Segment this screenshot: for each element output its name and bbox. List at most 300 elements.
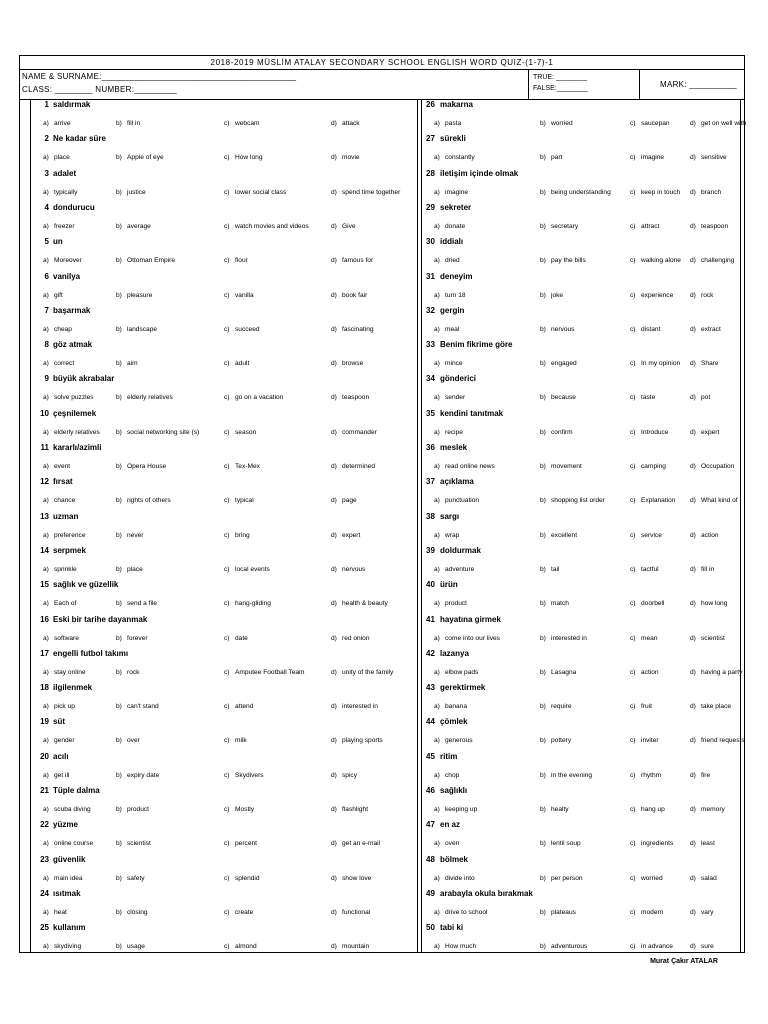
answer-option[interactable] xyxy=(540,909,576,916)
option-text: take place xyxy=(701,703,732,711)
option-text: pasta xyxy=(445,120,462,127)
question-word: makarna xyxy=(440,100,473,109)
option-letter: a) xyxy=(434,120,440,127)
answer-option[interactable] xyxy=(331,292,367,299)
answer-option[interactable] xyxy=(690,875,717,882)
option-letter: b) xyxy=(116,428,122,436)
answer-option[interactable] xyxy=(43,703,75,710)
answer-option[interactable] xyxy=(331,840,380,847)
answer-option[interactable] xyxy=(540,189,611,196)
answer-option[interactable] xyxy=(630,772,661,779)
answer-option[interactable] xyxy=(116,120,140,127)
answer-option[interactable] xyxy=(630,326,660,333)
answer-option[interactable] xyxy=(43,635,79,642)
answer-option[interactable] xyxy=(540,635,587,642)
answer-option[interactable] xyxy=(540,120,573,127)
question-item xyxy=(31,888,417,922)
answer-option[interactable] xyxy=(331,943,369,950)
answer-option[interactable] xyxy=(690,360,719,367)
answer-option[interactable] xyxy=(224,566,270,573)
answer-option[interactable] xyxy=(116,360,138,367)
option-text: Ottoman Empire xyxy=(127,257,176,265)
answer-option[interactable] xyxy=(690,120,746,127)
answer-option[interactable] xyxy=(224,909,253,916)
answer-option[interactable] xyxy=(331,909,370,916)
question-item xyxy=(31,236,417,270)
option-letter: c) xyxy=(630,325,636,333)
option-letter: b) xyxy=(116,188,122,196)
option-text: cheap xyxy=(54,325,72,333)
answer-option[interactable] xyxy=(43,875,83,882)
answer-option[interactable] xyxy=(43,463,70,470)
answer-option[interactable] xyxy=(116,189,146,196)
answer-option[interactable] xyxy=(540,257,586,264)
answer-option[interactable] xyxy=(224,257,248,264)
option-text: mean xyxy=(641,634,658,642)
option-text: watch movies and videos xyxy=(235,222,309,230)
answer-option[interactable] xyxy=(434,394,465,401)
question-item xyxy=(422,373,740,407)
answer-option[interactable] xyxy=(434,292,466,299)
answer-option[interactable] xyxy=(630,154,664,161)
option-letter: d) xyxy=(331,497,337,505)
answer-option[interactable] xyxy=(116,154,164,161)
answer-option[interactable] xyxy=(540,326,574,333)
answer-option[interactable] xyxy=(630,806,665,813)
question-item xyxy=(31,271,417,305)
answer-option[interactable] xyxy=(43,909,67,916)
answer-option[interactable] xyxy=(116,463,166,470)
question-item xyxy=(422,579,740,613)
answer-option[interactable] xyxy=(116,429,199,436)
answer-option[interactable] xyxy=(540,292,563,299)
answer-option[interactable] xyxy=(331,223,356,230)
answer-option[interactable] xyxy=(690,532,719,539)
answer-option[interactable] xyxy=(224,463,260,470)
answer-option[interactable] xyxy=(116,703,159,710)
answer-option[interactable] xyxy=(434,463,495,470)
answer-option[interactable] xyxy=(434,635,500,642)
answer-option[interactable] xyxy=(434,429,463,436)
option-letter: d) xyxy=(331,737,337,745)
option-letter: a) xyxy=(434,360,440,368)
answer-option[interactable] xyxy=(540,772,592,779)
question-word: Ne kadar süre xyxy=(53,134,106,144)
question-item xyxy=(31,408,417,442)
option-text: go on a vacation xyxy=(235,394,284,402)
answer-option[interactable] xyxy=(690,566,714,573)
answer-option[interactable] xyxy=(630,120,670,127)
option-text: product xyxy=(127,806,149,813)
answer-option[interactable] xyxy=(630,875,663,882)
answer-option[interactable] xyxy=(434,257,460,264)
answer-option[interactable] xyxy=(540,463,582,470)
answer-option[interactable] xyxy=(690,463,734,470)
answer-option[interactable] xyxy=(331,394,369,401)
question-heading xyxy=(426,512,459,521)
answer-option[interactable] xyxy=(540,497,605,504)
option-letter: a) xyxy=(434,291,440,299)
option-text: punctuation xyxy=(445,497,480,505)
answer-option[interactable] xyxy=(331,463,375,470)
question-word: sekreter xyxy=(440,202,472,212)
option-text: product xyxy=(445,600,467,608)
answer-option[interactable] xyxy=(690,189,721,196)
option-letter: a) xyxy=(434,531,440,539)
answer-option[interactable] xyxy=(43,943,81,950)
answer-option[interactable] xyxy=(224,429,256,436)
answer-option[interactable] xyxy=(224,360,249,367)
answer-option[interactable] xyxy=(116,772,159,779)
option-letter: b) xyxy=(116,908,122,916)
answer-option[interactable] xyxy=(690,669,742,676)
answer-option[interactable] xyxy=(690,737,745,744)
answer-option[interactable] xyxy=(224,669,305,676)
answer-option[interactable] xyxy=(630,840,673,847)
answer-option[interactable] xyxy=(331,326,374,333)
option-text: closing xyxy=(127,908,148,916)
answer-option[interactable] xyxy=(630,429,669,436)
answer-option[interactable] xyxy=(224,292,254,299)
option-letter: c) xyxy=(630,120,636,127)
answer-option[interactable] xyxy=(690,909,713,916)
question-item xyxy=(422,202,740,236)
answer-option[interactable] xyxy=(331,566,365,573)
answer-option[interactable] xyxy=(630,223,659,230)
class-number-field: CLASS: ________ NUMBER:_________ xyxy=(22,85,178,94)
answer-option[interactable] xyxy=(540,154,562,161)
answer-option[interactable] xyxy=(43,120,71,127)
question-heading xyxy=(35,820,78,829)
answer-option[interactable] xyxy=(540,394,576,401)
answer-option[interactable] xyxy=(43,360,74,367)
answer-option[interactable] xyxy=(434,703,467,710)
answer-option[interactable] xyxy=(43,326,72,333)
answer-option[interactable] xyxy=(224,120,260,127)
answer-option[interactable] xyxy=(690,154,727,161)
question-heading xyxy=(426,580,458,589)
answer-option[interactable] xyxy=(690,292,713,299)
answer-option[interactable] xyxy=(116,257,175,264)
answer-option[interactable] xyxy=(116,532,144,539)
answer-option[interactable] xyxy=(690,635,725,642)
option-letter: b) xyxy=(540,360,546,368)
answer-option[interactable] xyxy=(224,223,309,230)
option-text: branch xyxy=(701,188,722,196)
answer-option[interactable] xyxy=(224,737,247,744)
answer-option[interactable] xyxy=(690,772,710,779)
answer-option[interactable] xyxy=(43,840,93,847)
answer-option[interactable] xyxy=(116,635,148,642)
answer-option[interactable] xyxy=(434,326,459,333)
option-text: match xyxy=(551,600,569,608)
answer-option[interactable] xyxy=(690,806,725,813)
answer-option[interactable] xyxy=(434,566,474,573)
answer-option[interactable] xyxy=(630,909,663,916)
answer-option[interactable] xyxy=(630,463,666,470)
answer-option[interactable] xyxy=(630,189,680,196)
option-text: scientist xyxy=(127,840,151,848)
answer-option[interactable] xyxy=(630,360,680,367)
option-text: usage xyxy=(127,943,145,951)
answer-option[interactable] xyxy=(116,600,157,607)
option-text: hang up xyxy=(641,806,665,813)
answer-option[interactable] xyxy=(630,703,652,710)
answer-option[interactable] xyxy=(224,635,248,642)
answer-option[interactable] xyxy=(116,497,171,504)
answer-option[interactable] xyxy=(434,223,465,230)
answer-option[interactable] xyxy=(540,703,572,710)
option-letter: a) xyxy=(434,703,440,711)
option-text: having a party xyxy=(701,668,743,676)
option-text: adult xyxy=(235,360,250,368)
option-text: wrap xyxy=(445,531,460,539)
answer-option[interactable] xyxy=(224,875,260,882)
question-number: 19 xyxy=(40,717,49,727)
option-letter: c) xyxy=(630,463,636,470)
option-text: season xyxy=(235,428,257,436)
answer-option[interactable] xyxy=(540,600,569,607)
answer-option[interactable] xyxy=(540,223,578,230)
answer-option[interactable] xyxy=(116,292,152,299)
answer-option[interactable] xyxy=(540,360,577,367)
answer-option[interactable] xyxy=(540,840,581,847)
option-letter: d) xyxy=(331,943,337,951)
option-letter: d) xyxy=(331,360,337,368)
answer-option[interactable] xyxy=(540,566,559,573)
option-text: expiry date xyxy=(127,771,160,779)
answer-option[interactable] xyxy=(331,806,368,813)
answer-option[interactable] xyxy=(116,875,145,882)
answer-option[interactable] xyxy=(540,806,569,813)
option-text: skydiving xyxy=(54,943,82,951)
answer-option[interactable] xyxy=(224,326,260,333)
option-text: commander xyxy=(342,428,377,436)
option-letter: b) xyxy=(116,600,122,608)
option-text: rhythm xyxy=(641,771,662,779)
option-letter: b) xyxy=(540,703,546,711)
answer-option[interactable] xyxy=(690,497,738,504)
option-text: chance xyxy=(54,497,76,505)
question-number: 18 xyxy=(40,683,49,693)
answer-option[interactable] xyxy=(540,532,577,539)
answer-option[interactable] xyxy=(331,532,360,539)
question-heading xyxy=(426,203,471,212)
answer-option[interactable] xyxy=(630,532,662,539)
answer-option[interactable] xyxy=(331,154,360,161)
answer-option[interactable] xyxy=(43,772,69,779)
answer-option[interactable] xyxy=(43,669,86,676)
question-number: 41 xyxy=(426,614,435,624)
answer-option[interactable] xyxy=(43,566,77,573)
option-letter: a) xyxy=(43,325,49,333)
option-letter: c) xyxy=(224,188,230,196)
answer-option[interactable] xyxy=(434,669,478,676)
answer-option[interactable] xyxy=(540,737,571,744)
answer-option[interactable] xyxy=(331,257,373,264)
answer-option[interactable] xyxy=(116,326,157,333)
answer-option[interactable] xyxy=(43,189,77,196)
answer-option[interactable] xyxy=(434,360,463,367)
answer-option[interactable] xyxy=(434,189,468,196)
answer-option[interactable] xyxy=(630,943,673,950)
answer-option[interactable] xyxy=(43,154,70,161)
answer-option[interactable] xyxy=(434,600,467,607)
option-text: spend time together xyxy=(342,188,401,196)
question-number: 2 xyxy=(44,134,49,144)
answer-option[interactable] xyxy=(690,326,721,333)
option-letter: b) xyxy=(540,394,546,402)
answer-option[interactable] xyxy=(630,566,659,573)
answer-option[interactable] xyxy=(331,189,400,196)
answer-option[interactable] xyxy=(434,909,488,916)
answer-option[interactable] xyxy=(690,840,715,847)
option-text: average xyxy=(127,222,151,230)
option-letter: b) xyxy=(116,840,122,848)
option-letter: d) xyxy=(331,188,337,196)
answer-option[interactable] xyxy=(331,669,393,676)
answer-option[interactable] xyxy=(116,737,140,744)
option-text: sprinkle xyxy=(54,565,77,573)
answer-option[interactable] xyxy=(116,223,151,230)
question-heading xyxy=(426,477,474,486)
question-heading xyxy=(426,237,463,246)
option-text: plateaus xyxy=(551,908,576,916)
answer-option[interactable] xyxy=(43,600,76,607)
answer-option[interactable] xyxy=(434,806,477,813)
answer-option[interactable] xyxy=(630,394,655,401)
answer-option[interactable] xyxy=(630,635,658,642)
answer-option[interactable] xyxy=(331,120,360,127)
answer-option[interactable] xyxy=(224,772,264,779)
answer-option[interactable] xyxy=(540,429,573,436)
answer-option[interactable] xyxy=(434,154,475,161)
answer-option[interactable] xyxy=(224,943,257,950)
option-text: keeping up xyxy=(445,806,478,813)
option-letter: d) xyxy=(331,531,337,539)
answer-option[interactable] xyxy=(434,737,473,744)
question-number: 8 xyxy=(44,340,49,350)
question-number: 46 xyxy=(426,786,435,795)
answer-option[interactable] xyxy=(540,875,583,882)
answer-option[interactable] xyxy=(224,532,250,539)
author-credit: Murat Çakır ATALAR xyxy=(650,958,718,965)
option-text: excellent xyxy=(551,531,578,539)
answer-option[interactable] xyxy=(331,772,357,779)
answer-option[interactable] xyxy=(224,154,263,161)
student-info-row xyxy=(20,70,744,100)
question-word: gerektirmek xyxy=(440,683,486,693)
answer-option[interactable] xyxy=(43,737,75,744)
answer-option[interactable] xyxy=(224,497,254,504)
answer-option[interactable] xyxy=(224,806,254,813)
answer-option[interactable] xyxy=(434,772,459,779)
answer-option[interactable] xyxy=(43,394,94,401)
answer-option[interactable] xyxy=(331,635,370,642)
answer-option[interactable] xyxy=(434,875,475,882)
answer-option[interactable] xyxy=(630,737,659,744)
answer-option[interactable] xyxy=(434,943,476,950)
question-number: 5 xyxy=(44,237,49,247)
answer-option[interactable] xyxy=(116,943,145,950)
answer-option[interactable] xyxy=(116,909,148,916)
answer-option[interactable] xyxy=(630,600,664,607)
answer-option[interactable] xyxy=(690,943,714,950)
answer-option[interactable] xyxy=(630,292,673,299)
answer-option[interactable] xyxy=(630,497,675,504)
answer-option[interactable] xyxy=(331,360,363,367)
answer-option[interactable] xyxy=(690,223,728,230)
answer-option[interactable] xyxy=(43,497,75,504)
question-item xyxy=(31,682,417,716)
answer-option[interactable] xyxy=(116,669,139,676)
option-letter: b) xyxy=(540,325,546,333)
answer-option[interactable] xyxy=(43,806,91,813)
answer-option[interactable] xyxy=(690,394,710,401)
answer-option[interactable] xyxy=(690,257,734,264)
answer-option[interactable] xyxy=(331,429,377,436)
answer-option[interactable] xyxy=(224,703,253,710)
option-text: elderly relatives xyxy=(54,428,100,436)
answer-option[interactable] xyxy=(690,429,719,436)
answer-option[interactable] xyxy=(43,257,82,264)
option-text: stay online xyxy=(54,668,86,676)
option-letter: c) xyxy=(224,497,230,505)
answer-option[interactable] xyxy=(116,840,151,847)
answer-option[interactable] xyxy=(224,840,257,847)
answer-option[interactable] xyxy=(540,669,576,676)
option-letter: c) xyxy=(630,565,636,573)
question-number: 7 xyxy=(44,305,49,315)
answer-option[interactable] xyxy=(434,497,479,504)
answer-option[interactable] xyxy=(630,669,659,676)
answer-option[interactable] xyxy=(43,429,100,436)
question-word: lazanya xyxy=(440,648,469,658)
answer-option[interactable] xyxy=(224,394,283,401)
option-text: rock xyxy=(701,291,714,299)
option-letter: b) xyxy=(116,291,122,299)
answer-option[interactable] xyxy=(116,806,149,813)
answer-option[interactable] xyxy=(331,703,378,710)
answer-option[interactable] xyxy=(224,600,271,607)
answer-option[interactable] xyxy=(43,292,63,299)
question-number: 29 xyxy=(426,202,435,212)
answer-option[interactable] xyxy=(224,189,286,196)
answer-option[interactable] xyxy=(116,394,173,401)
question-heading xyxy=(35,923,85,932)
answer-option[interactable] xyxy=(43,532,86,539)
answer-option[interactable] xyxy=(331,875,371,882)
question-item xyxy=(422,751,740,785)
answer-option[interactable] xyxy=(434,120,461,127)
question-item xyxy=(422,682,740,716)
answer-option[interactable] xyxy=(630,257,681,264)
answer-option[interactable] xyxy=(43,223,75,230)
option-letter: d) xyxy=(690,325,696,333)
answer-option[interactable] xyxy=(331,737,383,744)
answer-option[interactable] xyxy=(690,600,727,607)
answer-option[interactable] xyxy=(331,497,357,504)
answer-option[interactable] xyxy=(331,600,388,607)
answer-option[interactable] xyxy=(540,943,587,950)
answer-option[interactable] xyxy=(434,532,459,539)
answer-option[interactable] xyxy=(690,703,731,710)
answer-option[interactable] xyxy=(116,566,143,573)
answer-option[interactable] xyxy=(434,840,459,847)
option-letter: b) xyxy=(116,360,122,368)
option-text: splendid xyxy=(235,874,260,882)
question-heading xyxy=(426,443,467,452)
